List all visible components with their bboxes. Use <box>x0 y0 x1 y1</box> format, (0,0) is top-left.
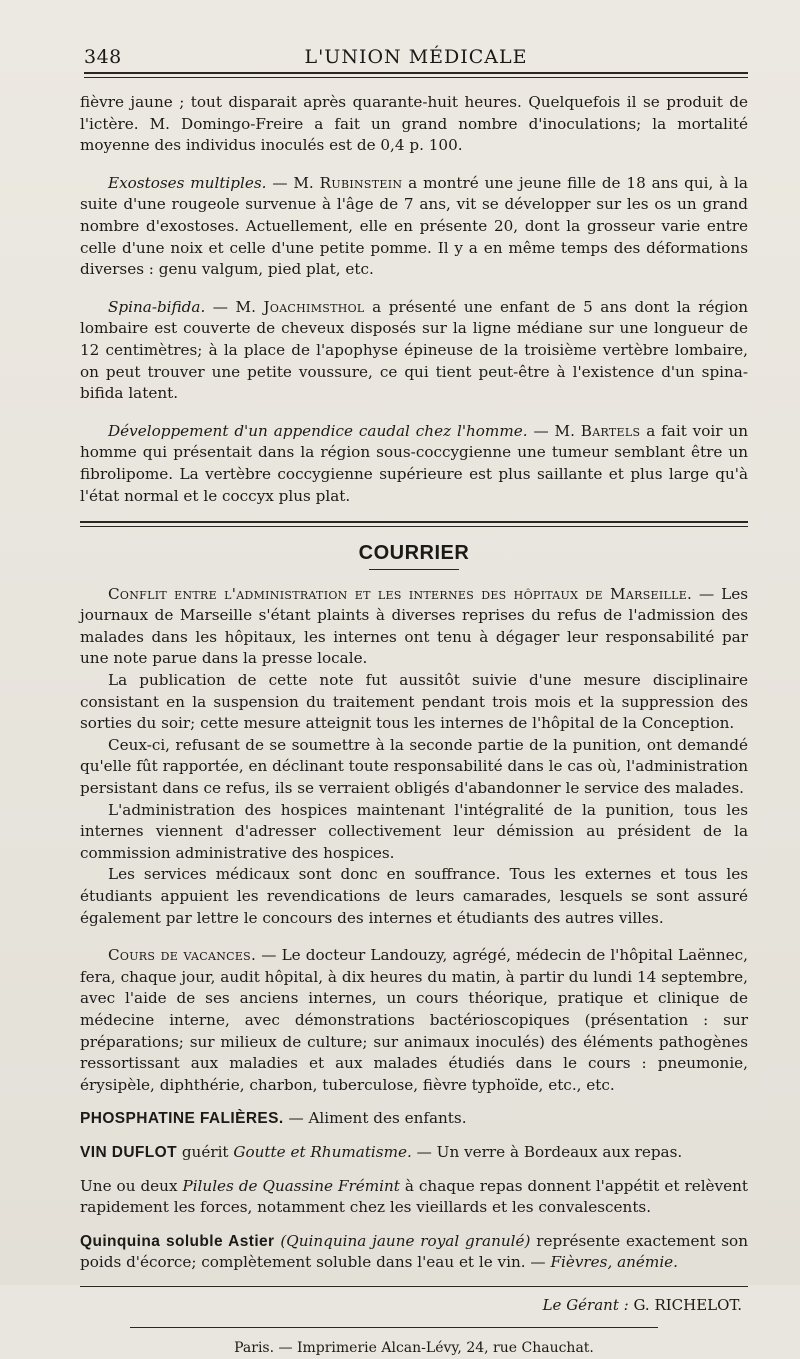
ad-vin-duflot <box>80 1142 748 1164</box>
ad-quassine-italic: Pilules de Quassine Frémint <box>182 1177 399 1195</box>
appendice-title: Développement d'un appendice caudal chez l'homme. <box>108 422 528 440</box>
ad-quassine <box>80 1176 748 1219</box>
ad-vin-duflot-italic: Goutte et Rhumatisme. <box>233 1143 411 1161</box>
ad-vin-duflot-text2: — Un verre à Bordeaux aux repas. <box>412 1143 682 1161</box>
gerant-name: G. RICHELOT. <box>629 1296 742 1314</box>
gerant-label: Le Gérant : <box>543 1296 629 1314</box>
running-head: L'UNION MÉDICALE <box>84 46 748 68</box>
cours-title: Cours de vacances. <box>108 946 256 964</box>
spina-sep: — M. <box>205 298 263 316</box>
spina-author: Joachimsthol <box>263 298 364 316</box>
ad-quinquina-italic2: Fièvres, anémie. <box>550 1253 678 1271</box>
conflit-paragraph <box>80 584 748 670</box>
ad-quassine-text1: Une ou deux <box>80 1177 182 1195</box>
spina-paragraph <box>80 297 748 405</box>
ad-vin-duflot-name: VIN DUFLOT <box>80 1144 177 1161</box>
courrier-paragraph-2: La publication de cette note fut aussitôt suivie d'une mesure disciplinaire consistant en la suspension du traitement pendant trois mois et la suppression des sorties du soir; cette mesure atteignit tous les internes de l'hôpital de la Conception. <box>80 670 748 735</box>
cours-text: — Le docteur Landouzy, agrégé, médecin de l'hôpital Laënnec, fera, chaque jour, audit hôpital, à dix heures du matin, à partir du lundi 14 septembre, avec l'aide de ses anciens internes, un cours théorique, pratique et clinique de médecine interne, avec démonstrations bactérioscopiques (présentation : sur préparations; sur milieux de culture; sur animaux inoculés) des éléments pathogènes ressortissant aux maladies et aux malades étudiés dans le cours : pneumonie, érysipèle, diphthérie, charbon, tuberculose, fièvre typhoïde, etc., etc. <box>80 946 748 1094</box>
conflit-title: Conflit entre l'administration et les internes des hôpitaux de Marseille. <box>108 585 692 603</box>
page-header <box>84 42 748 74</box>
ad-vin-duflot-text1: guérit <box>177 1143 233 1161</box>
courrier-paragraph-3: Ceux-ci, refusant de se soumettre à la seconde partie de la punition, ont demandé qu'elle fût rapportée, en déclinant toute responsabilité dans le cas où, l'administration persistant dans ce refus, ils se verraient obligés d'abandonner le service des malades. <box>80 735 748 800</box>
footer-rule <box>130 1327 658 1328</box>
courrier-paragraph-4: L'administration des hospices maintenant l'intégralité de la punition, tous les internes viennent d'adresser collectivement leur démission au président de la commission administrative des hospices. <box>80 800 748 865</box>
section-divider <box>80 521 748 527</box>
bottom-rule <box>80 1286 748 1287</box>
page-number: 348 <box>84 46 122 68</box>
exostoses-paragraph <box>80 173 748 281</box>
imprint-line: Paris. — Imprimerie Alcan-Lévy, 24, rue Chauchat. <box>80 1338 748 1359</box>
appendice-sep: — M. <box>528 422 581 440</box>
spina-title: Spina-bifida. <box>108 298 205 316</box>
gerant-line <box>80 1295 748 1317</box>
ad-quinquina-text: représente exactement son poids d'écorce; complètement soluble dans l'eau et le vin. — <box>80 1232 748 1272</box>
article-body <box>80 92 748 1359</box>
header-rule <box>84 77 748 78</box>
ad-quinquina-italic: (Quinquina jaune royal granulé) <box>274 1232 530 1250</box>
conflit-text: — Les journaux de Marseille s'étant plaints à diverses reprises du refus de l'admission des malades dans les hôpitaux, les internes ont tenu à dégager leur responsabilité par une note parue dans la presse locale. <box>80 585 748 668</box>
appendice-paragraph <box>80 421 748 507</box>
exostoses-title: Exostoses multiples. <box>108 174 266 192</box>
courrier-title: COURRIER <box>80 543 748 565</box>
exostoses-sep: — M. <box>266 174 319 192</box>
ad-quassine-text2: à chaque repas donnent l'appétit et relèvent rapidement les forces, notamment chez les vieillards et les convalescents. <box>80 1177 748 1217</box>
appendice-text: a fait voir un homme qui présentait dans la région sous-coccygienne une tumeur semblant être un fibrolipome. La vertèbre coccygienne supérieure est plus saillante et plus large qu'à l'état normal et le coccyx plus plat. <box>80 422 748 505</box>
courrier-paragraph-5: Les services médicaux sont donc en souffrance. Tous les externes et tous les étudiants appuient les revendications de leurs camarades, lesquels se sont assuré également par lettre le concours des internes et étudiants des autres villes. <box>80 864 748 929</box>
ad-quinquina <box>80 1231 748 1274</box>
cours-paragraph <box>80 945 748 1096</box>
courrier-title-underline <box>369 569 459 570</box>
ad-phosphatine-name: PHOSPHATINE FALIÈRES. <box>80 1110 284 1127</box>
exostoses-text: a montré une jeune fille de 18 ans qui, à la suite d'une rougeole survenue à l'âge de 7 ans, vit se développer sur les os un grand nombre d'exostoses. Actuellement, elle en présente 20, dont la grosseur varie entre celle d'une noix et celle d'une petite pomme. Il y a en même temps des déformations diverses : genu valgum, pied plat, etc. <box>80 174 748 278</box>
exostoses-author: Rubinstein <box>320 174 403 192</box>
appendice-author: Bartels <box>581 422 641 440</box>
intro-paragraph: fièvre jaune ; tout disparait après quarante-huit heures. Quelquefois il se produit de l'ictère. M. Domingo-Freire a fait un grand nombre d'inoculations; la mortalité moyenne des individus inoculés est de 0,4 p. 100. <box>80 92 748 157</box>
ad-quinquina-name: Quinquina soluble Astier <box>80 1233 274 1250</box>
ad-phosphatine-text: — Aliment des enfants. <box>284 1109 467 1127</box>
ad-phosphatine <box>80 1108 748 1130</box>
spina-text: a présenté une enfant de 5 ans dont la région lombaire est couverte de cheveux disposés sur la ligne médiane sur une longueur de 12 centimètres; à la place de l'apophyse épineuse de la troisième vertèbre lombaire, on peut trouver une petite voussure, ce qui tient peut-être à l'existence d'un spina-bifida latent. <box>80 298 748 402</box>
